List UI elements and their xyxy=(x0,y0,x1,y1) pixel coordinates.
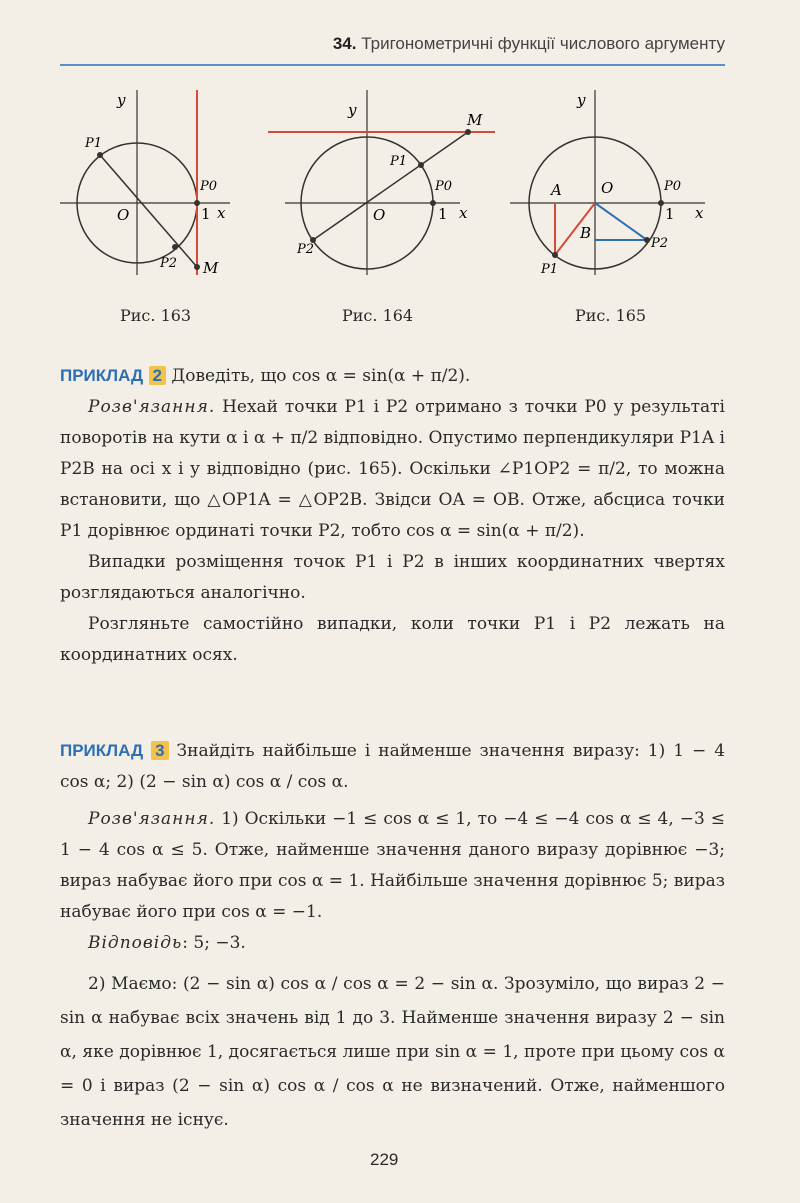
caption-164: Рис. 164 xyxy=(342,306,414,325)
example-3-block xyxy=(60,735,725,1137)
caption-163: Рис. 163 xyxy=(120,306,192,325)
header-title xyxy=(333,34,725,54)
solution-word: Розв'язання. xyxy=(88,397,216,417)
p1-label: P1 xyxy=(85,136,103,151)
y-label: y xyxy=(577,91,586,109)
one-label: 1 xyxy=(438,205,448,223)
figure-164 xyxy=(268,90,495,275)
origin-label: O xyxy=(117,206,130,224)
a-label: A xyxy=(551,181,562,199)
p0-label: P0 xyxy=(435,179,453,194)
p2-label: P2 xyxy=(160,256,178,271)
m-label: M xyxy=(203,259,219,277)
caption-165: Рис. 165 xyxy=(575,306,647,325)
origin-label: O xyxy=(601,179,614,197)
paragraph-axes: Розгляньте самостійно випадки, коли точки P1 і P2 лежать на координатних осях. xyxy=(60,614,725,665)
figure-163 xyxy=(60,90,230,277)
example-label: ПРИКЛАД xyxy=(60,366,144,385)
figures-panel xyxy=(55,85,725,335)
x-label: x xyxy=(695,204,704,222)
solution-paragraph: Нехай точки P1 і P2 отримано з точки P0 у результаті поворотів на кути α і α + π/2 відповідно. Опустимо перпендикуляри P1A і P2B на осі x і y відповідно (рис. 165). Оскільки ∠P1OP2 = π/2, то можна встановити, що △OP1A = △OP2B. Звідси OA = OB. Отже, абсциса точки P1 дорівнює ординаті точки P2, тобто cos α = sin(α + π/2). xyxy=(60,397,725,541)
paragraph-other-quarters: Випадки розміщення точок P1 і P2 в інших координатних чвертях розглядаються аналогічно. xyxy=(60,552,725,603)
chapter-number: 34. xyxy=(332,34,357,53)
example-3-answer xyxy=(60,928,725,959)
example-statement: Доведіть, що cos α = sin(α + π/2). xyxy=(171,366,471,386)
solution-part-2: 2) Маємо: (2 − sin α) cos α / cos α = 2 − sin α. Зрозуміло, що вираз 2 − sin α набуває всіх значень від 1 до 3. Найменше значення виразу 2 − sin α, яке дорівнює 1, досягається лише при sin α = 1, проте при цьому cos α = 0 і вираз (2 − sin α) cos α / cos α не визначений. Отже, найменшого значення не існує. xyxy=(60,974,725,1130)
b-label: B xyxy=(580,224,592,242)
p2-label: P2 xyxy=(651,236,669,251)
x-label: x xyxy=(217,204,226,222)
example-2-solution xyxy=(60,392,725,547)
example-label: ПРИКЛАД xyxy=(60,741,144,760)
m-label: M xyxy=(467,111,483,129)
example-3-heading xyxy=(60,735,725,798)
x-label: x xyxy=(459,204,468,222)
one-label: 1 xyxy=(665,205,675,223)
page-header xyxy=(60,30,725,66)
example-2-block xyxy=(60,360,725,671)
page-number: 229 xyxy=(370,1150,399,1169)
one-label: 1 xyxy=(201,205,211,223)
solution-word: Розв'язання. xyxy=(88,809,216,829)
figure-165 xyxy=(510,90,705,277)
solution-part-1: 1) Оскільки −1 ≤ cos α ≤ 1, то −4 ≤ −4 cos α ≤ 4, −3 ≤ 1 − 4 cos α ≤ 5. Отже, найменше значення даного виразу дорівнює −3; вираз набуває його при cos α = 1. Найбільше значення дорівнює 5; вираз набуває його при cos α = −1. xyxy=(60,809,725,922)
answer-value: : 5; −3. xyxy=(182,933,246,953)
example-number: 3 xyxy=(151,741,168,760)
example-2-heading xyxy=(60,360,725,392)
example-3-solution-1 xyxy=(60,804,725,928)
chapter-title: Тригонометричні функції числового аргументу xyxy=(361,34,725,53)
p0-label: P0 xyxy=(664,179,682,194)
p1-label: P1 xyxy=(390,154,408,169)
example-statement: Знайдіть найбільше і найменше значення виразу: 1) 1 − 4 cos α; 2) (2 − sin α) cos α / cos α. xyxy=(60,741,726,792)
p1-label: P1 xyxy=(541,262,559,277)
answer-word: Відповідь xyxy=(88,933,183,953)
y-label: y xyxy=(117,91,126,109)
p0-label: P0 xyxy=(200,179,218,194)
example-number: 2 xyxy=(149,366,166,385)
p2-label: P2 xyxy=(297,242,315,257)
origin-label: O xyxy=(373,206,386,224)
y-label: y xyxy=(348,101,357,119)
